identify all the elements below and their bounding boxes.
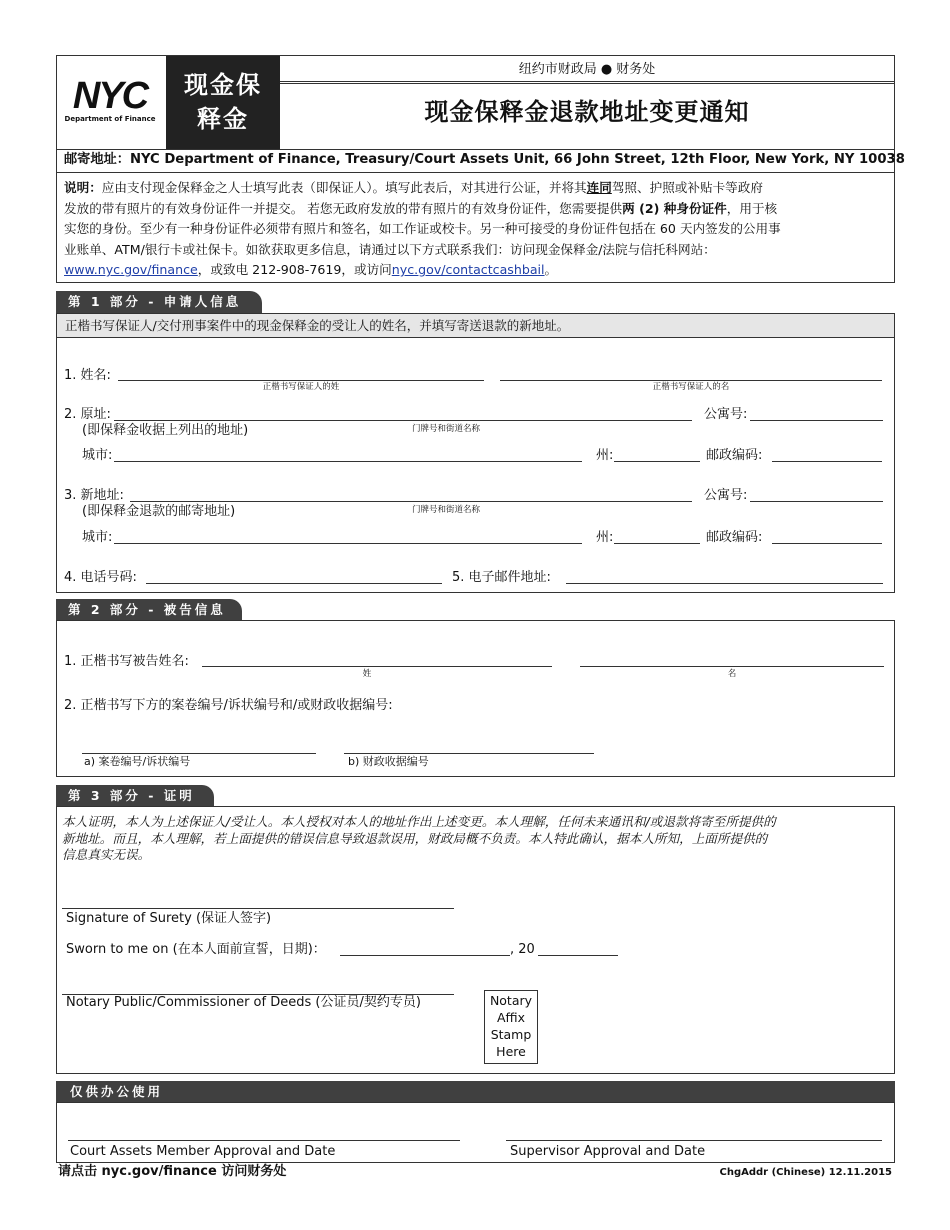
sworn-year-prefix: , 20	[510, 942, 535, 957]
old-city-field[interactable]	[114, 461, 582, 462]
old-address-sub: (即保释金收据上列出的地址)	[82, 423, 249, 438]
supervisor-approval-field[interactable]	[506, 1140, 882, 1141]
new-address-sub: (即保释金退款的邮寄地址)	[82, 504, 236, 519]
defendant-first-name-hint: 名	[727, 669, 737, 679]
new-address-label: 3. 新地址:	[64, 488, 124, 503]
surety-first-name-hint: 正楷书写保证人的名	[652, 382, 730, 392]
new-apt-label: 公寓号:	[704, 488, 748, 503]
phone-field[interactable]	[146, 583, 442, 584]
form-code: ChgAddr (Chinese) 12.11.2015	[719, 1167, 892, 1178]
instructions-label: 说明：	[64, 180, 102, 195]
new-zip-label: 邮政编码:	[706, 530, 763, 545]
new-apt-field[interactable]	[750, 501, 883, 502]
contact-cash-bail-link[interactable]: nyc.gov/contactcashbail	[391, 262, 545, 277]
office-use-bar: 仅供办公使用	[56, 1081, 895, 1103]
new-state-label: 州:	[596, 530, 614, 545]
cash-bail-badge	[166, 56, 280, 149]
mailing-label: 邮寄地址：	[64, 152, 130, 167]
footer-website: 请点击 nyc.gov/finance 访问财务处	[58, 1164, 287, 1179]
mailing-address	[64, 152, 905, 168]
sworn-date-field[interactable]	[340, 955, 510, 956]
docket-number-field[interactable]	[82, 753, 316, 754]
email-field[interactable]	[566, 583, 883, 584]
receipt-number-field[interactable]	[344, 753, 594, 754]
surety-last-name-field[interactable]	[118, 380, 484, 381]
old-state-label: 州:	[596, 448, 614, 463]
old-zip-field[interactable]	[772, 461, 882, 462]
part1-tab: 第 1 部分 - 申请人信息	[56, 291, 262, 313]
notary-stamp-box: Notary Affix Stamp Here	[484, 990, 538, 1064]
header-double-rule	[280, 81, 894, 84]
instructions-text: 说明：应由支付现金保释金之人士填写此表（即保证人）。填写此表后，对其进行公证，并将其连同驾照、护照或补贴卡等政府 发放的带有照片的有效身份证件一并提交。 若您无政府发放的带有照片的有效身份证件，您需要提供两 (2) 种身份证件，用于核 实您的身份。至少有一种身份证件必须带有照片和签名，如工作证或校卡。另一种可接受的身份证件包括在 60 天内签发的公用事 业账单、ATM/银行卡或社保卡。如欲获取更多信息，请通过以下方式联系我们：访问现金保释金/法院与信托科网站： www.nyc.gov/finance，或致电 212-908-7619，或访问nyc.gov/contactcashbail。	[64, 180, 781, 277]
finance-link[interactable]: www.nyc.gov/finance	[64, 262, 198, 277]
surety-name-label: 1. 姓名:	[64, 368, 111, 383]
new-street-hint: 门牌号和街道名称	[412, 505, 481, 515]
case-number-label: 2. 正楷书写下方的案卷编号/诉状编号和/或财政收据编号:	[64, 698, 393, 713]
surety-last-name-hint: 正楷书写保证人的姓	[262, 382, 340, 392]
certification-statement: 本人证明，本人为上述保证人/受让人。本人授权对本人的地址作出上述变更。本人理解，任何未来通讯和/或退款将寄至所提供的 新地址。而且，本人理解，若上面提供的错误信息导致退款误用，财政局概不负责。本人特此确认，据本人所知，上面所提供的 信息真实无误。	[62, 814, 776, 862]
defendant-last-name-hint: 姓	[362, 669, 372, 679]
old-apt-label: 公寓号:	[704, 407, 748, 422]
defendant-first-name-field[interactable]	[580, 666, 884, 667]
supervisor-approval-label: Supervisor Approval and Date	[510, 1144, 706, 1159]
receipt-number-hint: b) 财政收据编号	[348, 755, 429, 768]
old-state-field[interactable]	[614, 461, 700, 462]
sworn-year-field[interactable]	[538, 955, 618, 956]
new-street-field[interactable]	[130, 501, 692, 502]
surety-first-name-field[interactable]	[500, 380, 882, 381]
new-city-label: 城市:	[82, 530, 113, 545]
new-city-field[interactable]	[114, 543, 582, 544]
surety-signature-label: Signature of Surety (保证人签字)	[66, 911, 272, 926]
notary-label: Notary Public/Commissioner of Deeds (公证员/契约专员)	[66, 995, 421, 1010]
old-address-label: 2. 原址:	[64, 407, 111, 422]
defendant-name-label: 1. 正楷书写被告姓名:	[64, 654, 189, 669]
nyc-logo-subtext: Department of Finance	[64, 115, 156, 123]
docket-number-hint: a) 案卷编号/诉状编号	[84, 755, 191, 768]
part1-box	[56, 313, 895, 593]
agency-name: 纽约市财政局 ● 财务处	[518, 62, 656, 77]
old-city-label: 城市:	[82, 448, 113, 463]
new-state-field[interactable]	[614, 543, 700, 544]
member-approval-field[interactable]	[68, 1140, 460, 1141]
old-apt-field[interactable]	[750, 420, 883, 421]
sworn-date-label: Sworn to me on (在本人面前宣誓，日期)：	[66, 942, 326, 957]
part2-tab: 第 2 部分 - 被告信息	[56, 599, 242, 621]
part3-tab: 第 3 部分 - 证明	[56, 785, 214, 807]
mailing-text: NYC Department of Finance, Treasury/Court Assets Unit, 66 John Street, 12th Floor, New York, NY 10038	[129, 152, 905, 167]
surety-signature-field[interactable]	[62, 908, 454, 909]
email-label: 5. 电子邮件地址:	[452, 570, 551, 585]
badge-line-1: 现金保	[184, 71, 262, 99]
old-zip-label: 邮政编码:	[706, 448, 763, 463]
nyc-logo-text: NYC	[72, 75, 148, 117]
defendant-last-name-field[interactable]	[202, 666, 552, 667]
phone-label: 4. 电话号码:	[64, 570, 137, 585]
part1-banner: 正楷书写保证人/交付刑事案件中的现金保释金的受让人的姓名，并填写寄送退款的新地址。	[57, 314, 894, 338]
old-street-hint: 门牌号和街道名称	[412, 424, 481, 434]
member-approval-label: Court Assets Member Approval and Date	[70, 1144, 336, 1159]
new-zip-field[interactable]	[772, 543, 882, 544]
form-title: 现金保释金退款地址变更通知	[424, 98, 750, 126]
nyc-logo	[62, 75, 158, 124]
badge-line-2: 释金	[197, 105, 249, 133]
old-street-field[interactable]	[114, 420, 692, 421]
